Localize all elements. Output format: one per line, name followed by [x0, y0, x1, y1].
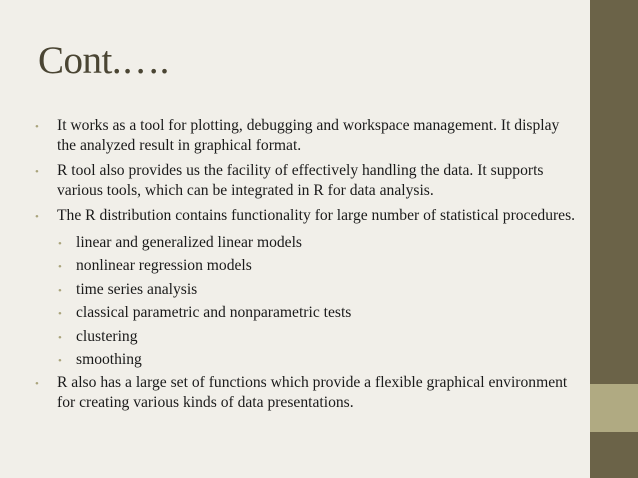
sub-bullet-item — [55, 303, 580, 326]
sub-bullet-marker: • — [58, 354, 62, 367]
bullet-marker: • — [35, 211, 39, 223]
bullet-item — [32, 161, 580, 201]
sub-bullet-text: time series analysis — [76, 280, 198, 298]
decorative-sidebar — [590, 0, 638, 478]
bullet-text: R tool also provides us the facility of effectively handling the data. It supports various tools, which can be integrated in R for data analysis. — [57, 162, 544, 199]
sub-bullet-marker: • — [58, 331, 62, 344]
sub-bullet-item — [55, 327, 580, 350]
bullet-item — [32, 373, 580, 413]
bullet-item — [32, 116, 580, 156]
bullet-text: The R distribution contains functionality for large number of statistical procedures. — [57, 207, 576, 224]
sub-bullet-marker: • — [58, 238, 62, 250]
sub-bullet-item — [55, 280, 580, 303]
sub-bullet-item — [55, 256, 580, 279]
sub-bullet-item — [55, 233, 580, 256]
sub-bullet-list — [32, 233, 580, 373]
sidebar-accent-block — [590, 384, 638, 432]
sub-bullet-marker: • — [58, 308, 62, 321]
sub-bullet-text: linear and generalized linear models — [76, 234, 303, 251]
sub-bullet-marker: • — [58, 261, 62, 274]
bullet-marker: • — [35, 378, 39, 391]
sub-bullet-item — [55, 350, 580, 373]
slide-title: Cont.…. — [38, 39, 169, 82]
sub-bullet-text: nonlinear regression models — [76, 257, 252, 275]
sub-bullet-marker: • — [58, 284, 62, 297]
sub-bullet-text: classical parametric and nonparametric tests — [76, 304, 352, 322]
slide-content — [32, 116, 580, 418]
bullet-marker: • — [35, 121, 39, 133]
sub-bullet-text: smoothing — [76, 350, 142, 368]
bullet-item — [32, 206, 580, 228]
bullet-text: It works as a tool for plotting, debugging and workspace management. It display the analyzed result in graphical format. — [57, 117, 560, 154]
bullet-text: R also has a large set of functions which provide a flexible graphical environment for creating various kinds of data presentations. — [57, 374, 568, 412]
sub-bullet-text: clustering — [76, 327, 138, 345]
bullet-marker: • — [35, 166, 39, 178]
